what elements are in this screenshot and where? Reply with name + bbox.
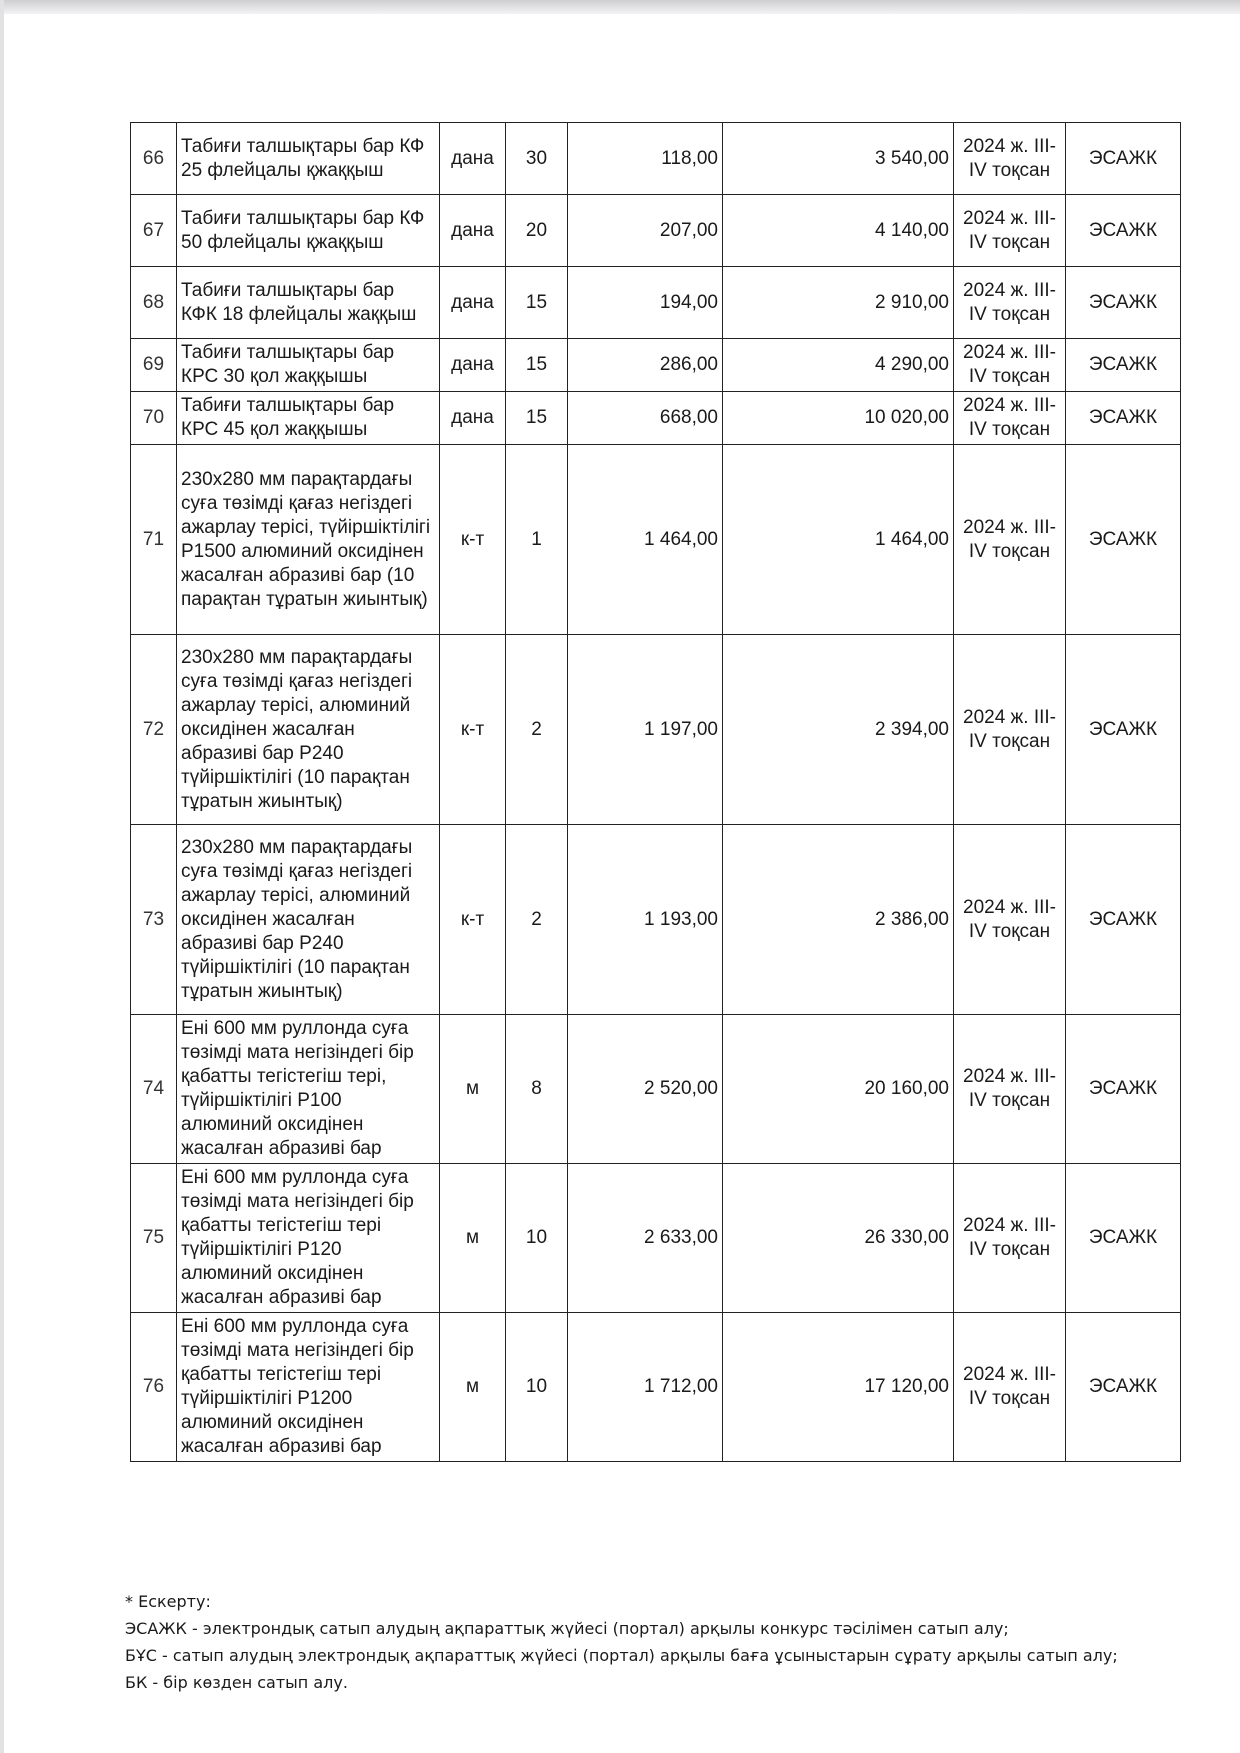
footnote-line-bus: БҰС - сатып алудың электрондық ақпараттық жүйесі (портал) арқылы баға ұсыныстарын сұрату арқылы сатып алу; — [125, 1646, 1118, 1665]
total-cell: 4 290,00 — [723, 339, 954, 392]
total-cell: 20 160,00 — [723, 1015, 954, 1164]
quantity-cell: 20 — [506, 195, 568, 267]
unit-cell: м — [440, 1313, 506, 1462]
period-cell: 2024 ж. III-IV тоқсан — [954, 1015, 1066, 1164]
item-description: 230x280 мм парақтардағы суға төзімді қағаз негіздегі ажарлау терісі, алюминий оксидінен жасалған абразиві бар Р240 түйіршіктілігі (10 парақтан тұратын жиынтық) — [177, 635, 440, 825]
unit-price-cell: 668,00 — [568, 392, 723, 445]
table-row — [131, 1164, 1181, 1313]
unit-price-cell: 286,00 — [568, 339, 723, 392]
unit-price-cell: 1 193,00 — [568, 825, 723, 1015]
footnote-line-bk: БК - бір көзден сатып алу. — [125, 1673, 348, 1692]
method-cell: ЭСАЖК — [1066, 195, 1181, 267]
quantity-cell: 2 — [506, 825, 568, 1015]
quantity-cell: 15 — [506, 339, 568, 392]
table-row — [131, 123, 1181, 195]
method-cell: ЭСАЖК — [1066, 267, 1181, 339]
table-row — [131, 267, 1181, 339]
quantity-cell: 1 — [506, 445, 568, 635]
method-cell: ЭСАЖК — [1066, 445, 1181, 635]
item-description: Ені 600 мм руллонда суға төзімді мата негізіндегі бір қабатты тегістегіш тері түйіршіктілігі Р1200 алюминий оксидінен жасалған абразиві бар — [177, 1313, 440, 1462]
quantity-cell: 15 — [506, 267, 568, 339]
total-cell: 10 020,00 — [723, 392, 954, 445]
total-cell: 2 910,00 — [723, 267, 954, 339]
quantity-cell: 15 — [506, 392, 568, 445]
item-description: Табиғи талшықтары бар КФ 25 флейцалы қжаққыш — [177, 123, 440, 195]
period-cell: 2024 ж. III-IV тоқсан — [954, 445, 1066, 635]
table-row — [131, 392, 1181, 445]
period-cell: 2024 ж. III-IV тоқсан — [954, 392, 1066, 445]
method-cell: ЭСАЖК — [1066, 1164, 1181, 1313]
method-cell: ЭСАЖК — [1066, 1313, 1181, 1462]
unit-price-cell: 2 520,00 — [568, 1015, 723, 1164]
row-number: 67 — [131, 195, 177, 267]
item-description: Табиғи талшықтары бар КФ 50 флейцалы қжаққыш — [177, 195, 440, 267]
method-cell: ЭСАЖК — [1066, 825, 1181, 1015]
row-number: 74 — [131, 1015, 177, 1164]
unit-price-cell: 194,00 — [568, 267, 723, 339]
quantity-cell: 2 — [506, 635, 568, 825]
total-cell: 2 386,00 — [723, 825, 954, 1015]
scan-top-edge — [0, 0, 1240, 14]
unit-price-cell: 1 712,00 — [568, 1313, 723, 1462]
period-cell: 2024 ж. III-IV тоқсан — [954, 825, 1066, 1015]
method-cell: ЭСАЖК — [1066, 339, 1181, 392]
table-row — [131, 1313, 1181, 1462]
unit-price-cell: 1 197,00 — [568, 635, 723, 825]
footnote-line-esazhk: ЭСАЖК - электрондық сатып алудың ақпараттық жүйесі (портал) арқылы конкурс тәсілімен сатып алу; — [125, 1619, 1009, 1638]
total-cell: 1 464,00 — [723, 445, 954, 635]
table-row — [131, 825, 1181, 1015]
total-cell: 26 330,00 — [723, 1164, 954, 1313]
table-row — [131, 635, 1181, 825]
table-row — [131, 339, 1181, 392]
item-description: 230x280 мм парақтардағы суға төзімді қағаз негіздегі ажарлау терісі, алюминий оксидінен жасалған абразиві бар Р240 түйіршіктілігі (10 парақтан тұратын жиынтық) — [177, 825, 440, 1015]
item-description: Ені 600 мм руллонда суға төзімді мата негізіндегі бір қабатты тегістегіш тері, түйіршіктілігі Р100 алюминий оксидінен жасалған абразиві бар — [177, 1015, 440, 1164]
item-description: Табиғи талшықтары бар КФК 18 флейцалы жаққыш — [177, 267, 440, 339]
footnote-heading: * Ескерту: — [125, 1592, 211, 1611]
unit-price-cell: 207,00 — [568, 195, 723, 267]
period-cell: 2024 ж. III-IV тоқсан — [954, 1164, 1066, 1313]
item-description: Ені 600 мм руллонда суға төзімді мата негізіндегі бір қабатты тегістегіш тері түйіршіктілігі Р120 алюминий оксидінен жасалған абразиві бар — [177, 1164, 440, 1313]
unit-cell: к-т — [440, 445, 506, 635]
unit-cell: дана — [440, 123, 506, 195]
row-number: 66 — [131, 123, 177, 195]
method-cell: ЭСАЖК — [1066, 392, 1181, 445]
quantity-cell: 8 — [506, 1015, 568, 1164]
unit-cell: к-т — [440, 635, 506, 825]
total-cell: 17 120,00 — [723, 1313, 954, 1462]
unit-cell: дана — [440, 392, 506, 445]
quantity-cell: 30 — [506, 123, 568, 195]
total-cell: 4 140,00 — [723, 195, 954, 267]
unit-price-cell: 118,00 — [568, 123, 723, 195]
total-cell: 2 394,00 — [723, 635, 954, 825]
procurement-table — [130, 122, 1181, 1462]
item-description: Табиғи талшықтары бар КРС 30 қол жаққышы — [177, 339, 440, 392]
period-cell: 2024 ж. III-IV тоқсан — [954, 1313, 1066, 1462]
method-cell: ЭСАЖК — [1066, 635, 1181, 825]
period-cell: 2024 ж. III-IV тоқсан — [954, 195, 1066, 267]
row-number: 75 — [131, 1164, 177, 1313]
item-description: 230x280 мм парақтардағы суға төзімді қағаз негіздегі ажарлау терісі, түйіршіктілігі Р1500 алюминий оксидінен жасалған абразиві бар (10 парақтан тұратын жиынтық) — [177, 445, 440, 635]
footnote — [125, 1588, 1118, 1696]
table-row — [131, 445, 1181, 635]
period-cell: 2024 ж. III-IV тоқсан — [954, 339, 1066, 392]
unit-cell: м — [440, 1015, 506, 1164]
row-number: 71 — [131, 445, 177, 635]
row-number: 70 — [131, 392, 177, 445]
scan-left-edge — [0, 0, 4, 1753]
total-cell: 3 540,00 — [723, 123, 954, 195]
unit-cell: к-т — [440, 825, 506, 1015]
row-number: 73 — [131, 825, 177, 1015]
period-cell: 2024 ж. III-IV тоқсан — [954, 635, 1066, 825]
quantity-cell: 10 — [506, 1164, 568, 1313]
unit-price-cell: 1 464,00 — [568, 445, 723, 635]
period-cell: 2024 ж. III-IV тоқсан — [954, 123, 1066, 195]
row-number: 72 — [131, 635, 177, 825]
period-cell: 2024 ж. III-IV тоқсан — [954, 267, 1066, 339]
row-number: 69 — [131, 339, 177, 392]
table-row — [131, 195, 1181, 267]
unit-cell: дана — [440, 195, 506, 267]
row-number: 68 — [131, 267, 177, 339]
unit-cell: дана — [440, 339, 506, 392]
method-cell: ЭСАЖК — [1066, 123, 1181, 195]
unit-cell: дана — [440, 267, 506, 339]
row-number: 76 — [131, 1313, 177, 1462]
item-description: Табиғи талшықтары бар КРС 45 қол жаққышы — [177, 392, 440, 445]
quantity-cell: 10 — [506, 1313, 568, 1462]
table-row — [131, 1015, 1181, 1164]
unit-cell: м — [440, 1164, 506, 1313]
unit-price-cell: 2 633,00 — [568, 1164, 723, 1313]
method-cell: ЭСАЖК — [1066, 1015, 1181, 1164]
